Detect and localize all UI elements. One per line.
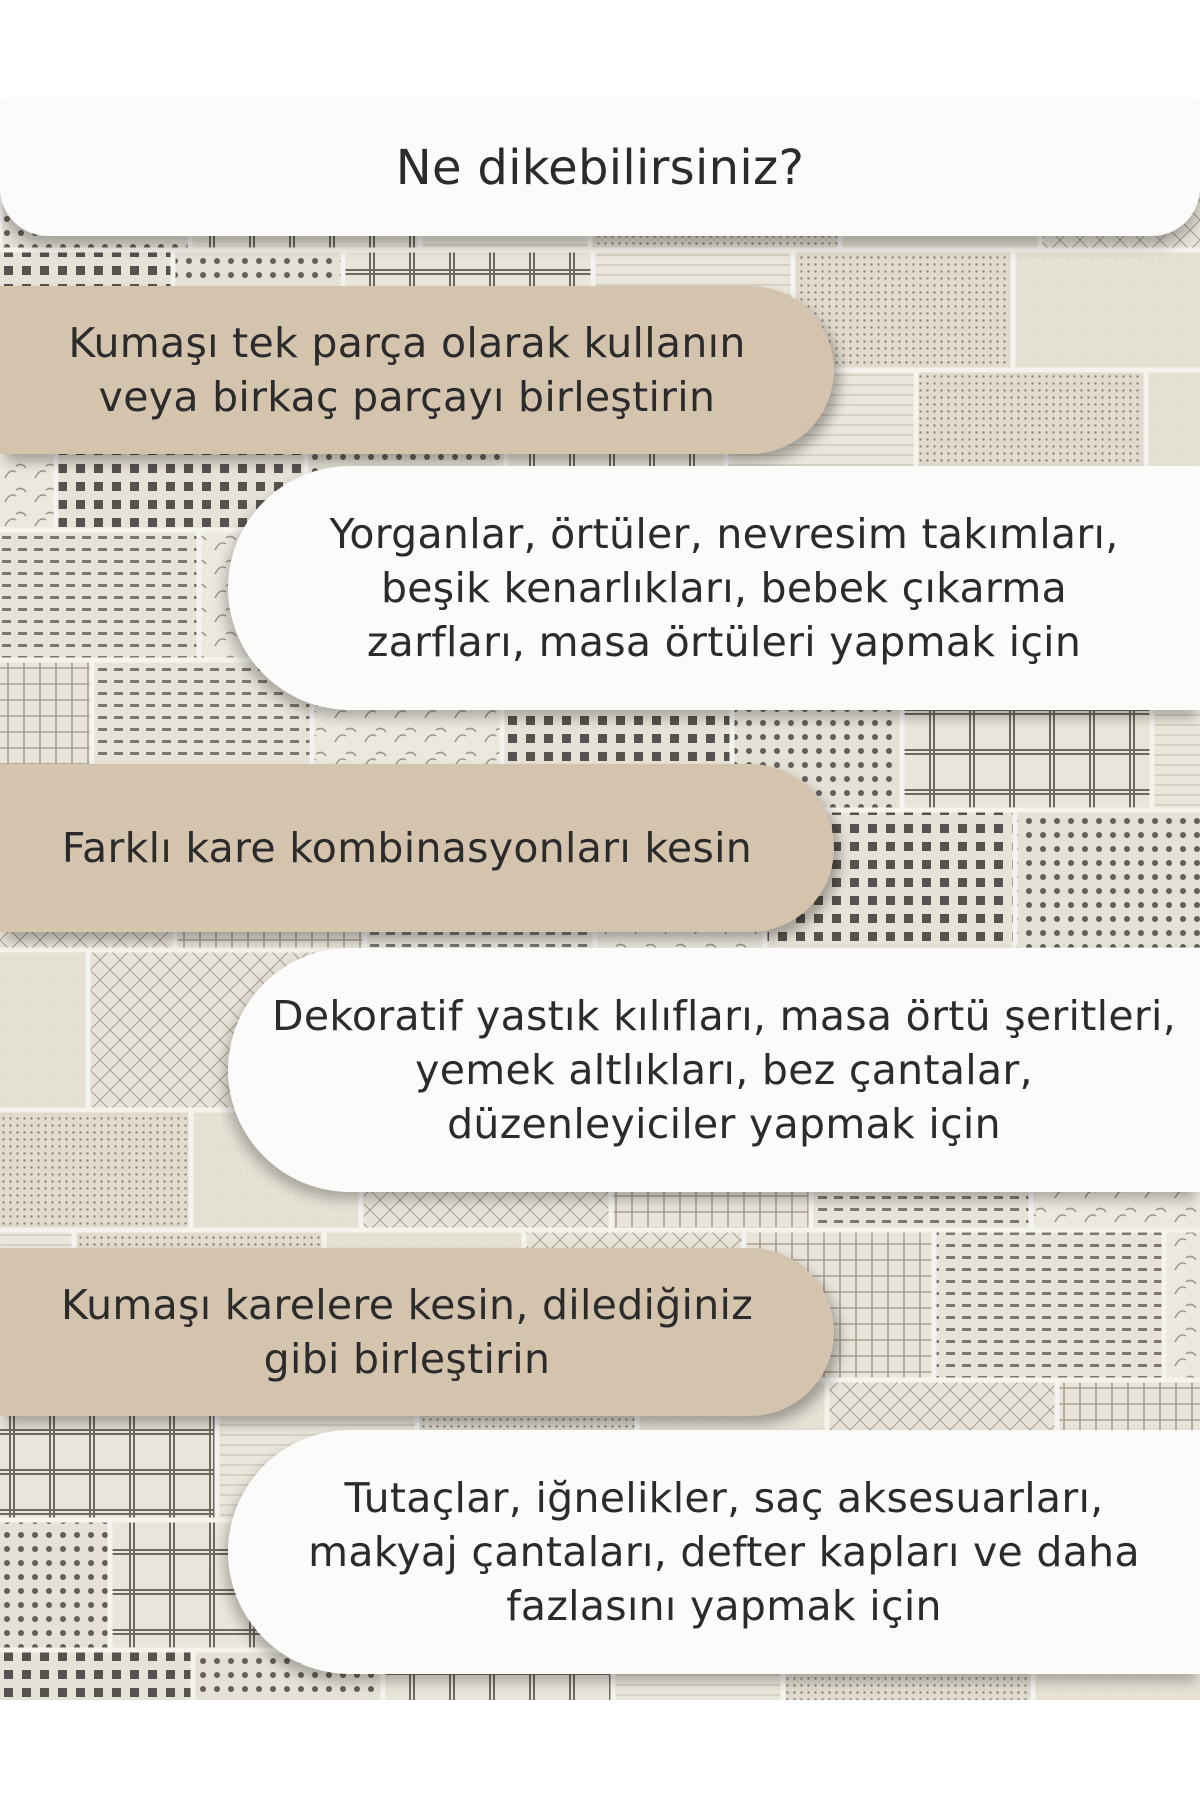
info-card-4: Dekoratif yastık kılıfları, masa örtü şeritleri, yemek altlıkları, bez çantalar, düzenleyiciler yapmak için bbox=[228, 948, 1200, 1192]
info-card-5: Kumaşı karelere kesin, dilediğiniz gibi birleştirin bbox=[0, 1248, 834, 1416]
info-card-2: Yorganlar, örtüler, nevresim takımları, beşik kenarlıkları, bebek çıkarma zarfları, masa örtüleri yapmak için bbox=[228, 466, 1200, 710]
info-card-6: Tutaçlar, iğnelikler, saç aksesuarları, makyaj çantaları, defter kapları ve daha fazlasını yapmak için bbox=[228, 1430, 1200, 1674]
info-card-3: Farklı kare kombinasyonları kesin bbox=[0, 764, 834, 932]
page-title: Ne dikebilirsiniz? bbox=[0, 100, 1200, 236]
info-card-1: Kumaşı tek parça olarak kullanın veya birkaç parçayı birleştirin bbox=[0, 286, 834, 454]
